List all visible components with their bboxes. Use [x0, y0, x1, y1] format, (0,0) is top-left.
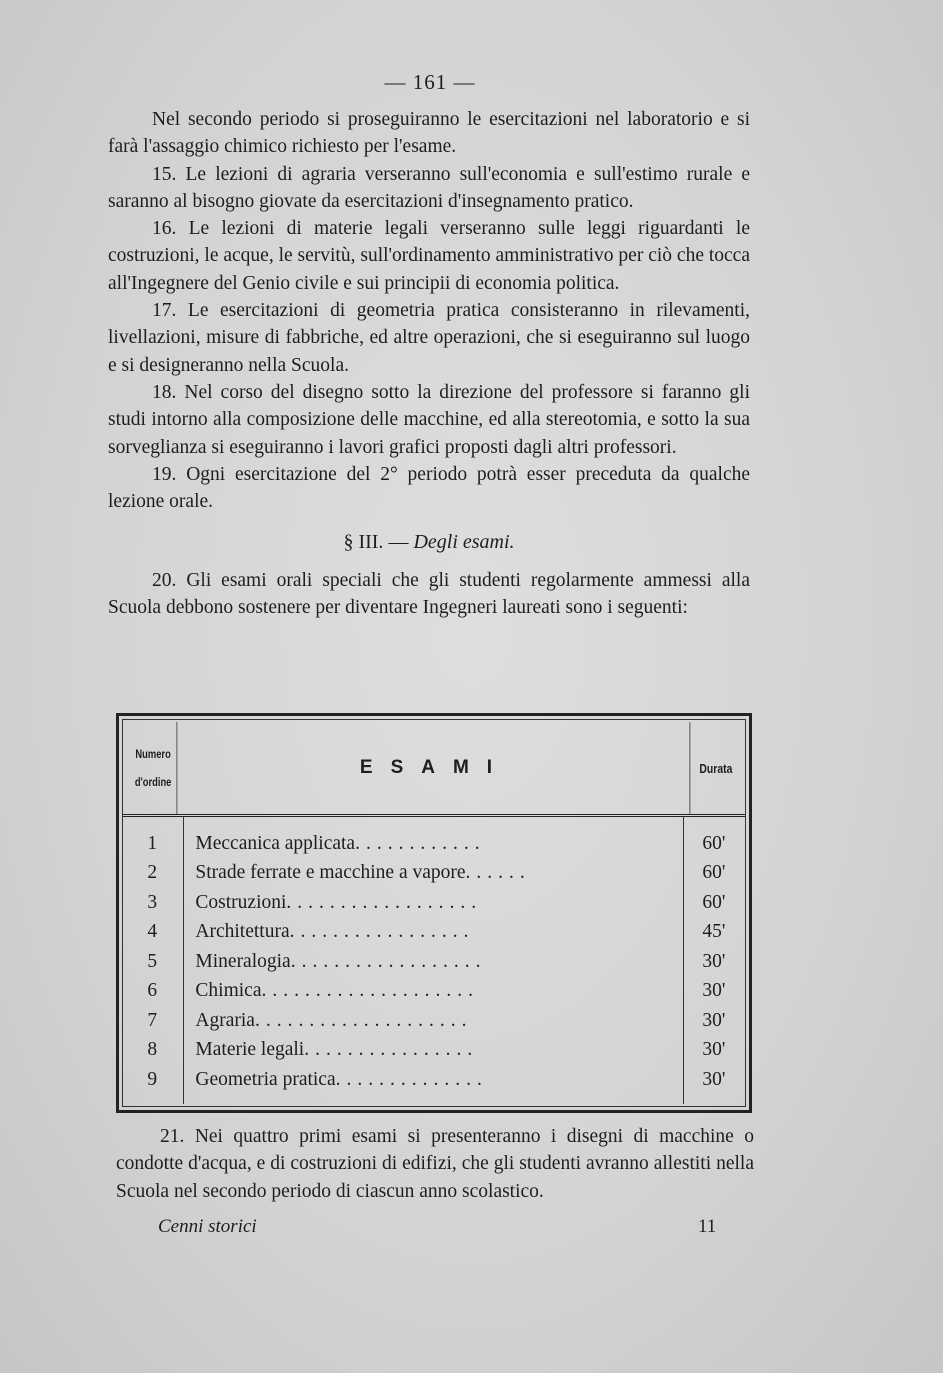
header-order-number: [130, 722, 178, 814]
paragraph-text: Le lezioni di agraria verseranno sull'economia e sull'estimo rurale e saranno al bisogno giovate da esercitazioni d'insegnamento pratico.: [108, 163, 751, 212]
exam-duration: 30': [702, 980, 726, 1002]
exam-title: Architettura: [195, 921, 290, 943]
table-row: [123, 947, 745, 977]
paragraph-15: [108, 161, 750, 216]
paragraph-21: [116, 1123, 754, 1205]
table-row: [123, 1006, 745, 1036]
paragraph-number: 15.: [152, 163, 177, 185]
section-dash: —: [388, 531, 409, 554]
leader-dots: ..............: [335, 1068, 488, 1090]
paragraph-text: Gli esami orali speciali che gli studenti regolarmente ammessi alla Scuola debbono sostenere per diventare Ingegneri laureati sono i seguenti:: [108, 569, 750, 619]
header-exams: ESAMI: [359, 757, 511, 778]
row-number: 6: [147, 980, 158, 1002]
section-symbol: § III.: [343, 531, 384, 554]
paragraph-19: [108, 461, 750, 516]
paragraph-17: [108, 297, 750, 379]
body-text: [108, 106, 750, 621]
exam-duration: 45': [702, 921, 726, 943]
paragraph-number: 17.: [152, 300, 177, 322]
exam-name: [181, 980, 662, 1002]
exam-duration: 60': [702, 862, 726, 884]
leader-dots: ................: [304, 1039, 479, 1061]
exam-name: [181, 892, 662, 914]
exam-title: Strade ferrate e macchine a vapore: [195, 862, 466, 884]
paragraph-16: [108, 215, 750, 297]
row-number: 8: [147, 1039, 158, 1061]
exam-name: [181, 862, 662, 884]
table-row: [123, 977, 745, 1007]
exam-duration: 60': [702, 891, 726, 913]
paragraph-text: Nei quattro primi esami si presenteranno i disegni di macchine o condotte d'acqua, e di costruzioni di edifizi, che gli studenti avranno allestiti nella Scuola nel secondo periodo di ciascun anno scolastico.: [116, 1126, 754, 1202]
paragraph-number: 16.: [152, 218, 177, 240]
exam-name: [181, 1010, 662, 1032]
row-number: 9: [147, 1068, 158, 1090]
row-number: 7: [147, 1009, 158, 1031]
footer-gathering-number: 11: [698, 1216, 717, 1237]
section-title: Degli esami.: [413, 531, 515, 554]
paragraph-number: 21.: [160, 1126, 185, 1147]
paragraph-number: 20.: [152, 569, 177, 591]
table-row: [123, 1036, 745, 1066]
paragraph-text: Le esercitazioni di geometria pratica consisteranno in rilevamenti, livellazioni, misure di fabbriche, ed altre operazioni, che si eseguiranno sul luogo e si designeranno nella Scuola.: [108, 300, 750, 376]
leader-dots: ............: [355, 832, 486, 854]
paragraph-18: [108, 379, 750, 461]
table-row: [123, 859, 745, 889]
row-number: 1: [147, 832, 158, 854]
exam-title: Chimica: [195, 980, 262, 1002]
exam-title: Meccanica applicata: [195, 832, 356, 854]
exam-title: Geometria pratica: [195, 1068, 336, 1090]
exam-duration: 60': [702, 832, 726, 854]
exam-duration: 30': [702, 1039, 726, 1061]
leader-dots: ....................: [254, 1009, 473, 1031]
exam-table: [116, 713, 752, 1113]
header-order-line1: Numero: [135, 747, 171, 761]
paragraph-text: Nel secondo periodo si proseguiranno le esercitazioni nel laboratorio e si farà l'assaggio chimico richiesto per l'esame.: [108, 109, 750, 158]
footer-signature: Cenni storici: [158, 1216, 257, 1237]
exam-duration: 30': [702, 1009, 726, 1031]
section-heading: [108, 529, 750, 556]
exam-duration: 30': [702, 950, 726, 972]
paragraph-text: Nel corso del disegno sotto la direzione del professore si faranno gli studi intorno alla composizione delle macchine, ed alla stereotomia, e sotto la sua sorveglianza si eseguiranno i lavori grafici proposti dagli altri professori.: [108, 381, 751, 458]
exam-name: [181, 951, 662, 973]
paragraph-20: [108, 567, 750, 622]
table-row: [123, 888, 745, 918]
paragraph-number: 18.: [152, 381, 177, 403]
header-order-line2: d'ordine: [134, 775, 172, 789]
table-body: [123, 829, 745, 1105]
exam-title: Agraria: [195, 1009, 255, 1031]
exam-name: [181, 1069, 662, 1091]
header-duration: Durata: [690, 722, 742, 814]
row-number: 3: [147, 891, 158, 913]
table-row: [123, 829, 745, 859]
exam-name: [181, 1039, 662, 1061]
exam-title: Materie legali: [195, 1039, 305, 1061]
row-number: 2: [147, 862, 158, 884]
leader-dots: ....................: [261, 980, 479, 1002]
leader-dots: ......: [465, 862, 531, 884]
leader-dots: ..................: [290, 950, 487, 972]
body-text-after-table: [116, 1123, 754, 1205]
exam-duration: 30': [702, 1068, 726, 1090]
row-number: 4: [147, 921, 158, 943]
exam-title: Mineralogia: [195, 950, 291, 972]
exam-name: [181, 833, 662, 855]
table-header: [123, 722, 745, 817]
leader-dots: .................: [289, 921, 475, 943]
table-row: [123, 1065, 745, 1095]
paragraph-number: 19.: [152, 463, 177, 485]
leader-dots: ..................: [286, 891, 483, 913]
paragraph-text: Le lezioni di materie legali verseranno sulle leggi riguardanti le costruzioni, le acque, le servitù, sull'ordinamento amministrativo per ciò che tocca all'Ingegnere del Genio civile e sui principii di economia politica.: [108, 218, 751, 294]
exam-name: [181, 921, 662, 943]
paragraph-14-continuation: [108, 106, 750, 161]
page-number: — 161 —: [384, 70, 476, 94]
table-row: [123, 918, 745, 948]
exam-title: Costruzioni: [195, 891, 287, 913]
paragraph-text: Ogni esercitazione del 2° periodo potrà esser preceduta da qualche lezione orale.: [108, 463, 750, 513]
row-number: 5: [147, 950, 158, 972]
